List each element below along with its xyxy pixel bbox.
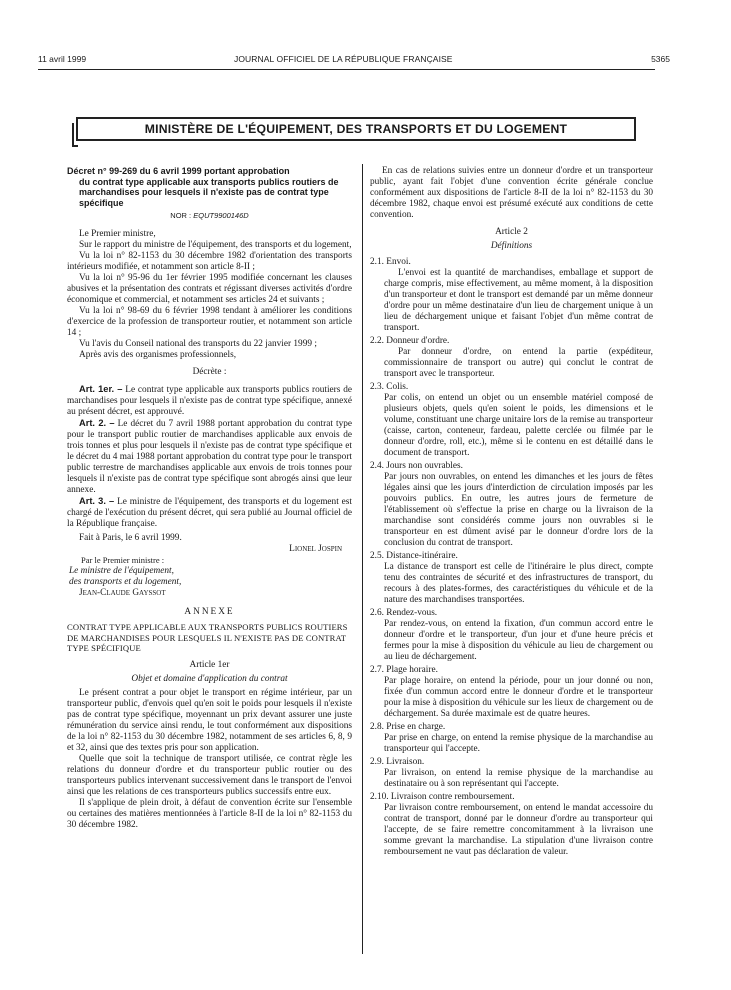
article-label: Art. 1er. – <box>79 384 123 394</box>
definition-section <box>370 665 653 720</box>
decree-title-line1: Décret n° 99-269 du 6 avril 1999 portant approbation <box>67 166 290 176</box>
definition-heading: 2.1. Envoi. <box>370 257 411 267</box>
definition-heading: 2.5. Distance-itinéraire. <box>370 551 458 561</box>
definition-heading: 2.8. Prise en charge. <box>370 722 446 732</box>
definition-heading: 2.4. Jours non ouvrables. <box>370 461 463 471</box>
definition-heading: 2.3. Colis. <box>370 382 409 392</box>
signer-name: Lionel Jospin <box>289 544 342 554</box>
decree-title <box>67 166 352 208</box>
left-column <box>67 166 352 831</box>
signature-date: Fait à Paris, le 6 avril 1999. <box>79 533 182 543</box>
definition-body: Par livraison contre remboursement, on entend le mandat accessoire du contrat de transport, donné par le donneur d'ordre au transporteur qui l'accepte, de se faire remettre concomitamment à la livraison une somme grevant la marchandise. La stipulation d'une livraison contre remboursement ne vaut pas déclaration de valeur. <box>384 803 653 857</box>
column-divider <box>362 164 363 954</box>
article-text: Le ministre de l'équipement, des transports et du logement est chargé de l'exécution du présent décret, qui sera publié au Journal officiel de la République française. <box>67 497 352 529</box>
definition-heading: 2.9. Livraison. <box>370 757 425 767</box>
header-page-number: 5365 <box>651 54 670 64</box>
body-paragraph: Il s'applique de plein droit, à défaut de convention écrite sur l'ensemble ou certaines des matières mentionnées à l'article 8-II de la loi n° 82-1153 du 30 décembre 1982. <box>67 797 352 830</box>
article-2-subtitle: Définitions <box>490 241 533 251</box>
article-1-heading: Article 1er <box>189 659 230 670</box>
definition-section <box>370 461 653 549</box>
definition-section <box>370 257 653 334</box>
definition-section <box>370 608 653 663</box>
definition-section <box>370 722 653 755</box>
intro-paragraph: Le Premier ministre, <box>79 229 156 239</box>
decrete-label: Décrète : <box>192 367 227 377</box>
article-label: Art. 3. – <box>79 496 115 506</box>
nor-reference <box>67 210 352 221</box>
definition-body: Par jours non ouvrables, on entend les dimanches et les jours de fêtes légales ainsi que les jours d'interdiction de circulation imposés par les pouvoirs publics. En outre, les autres jours de fermeture de l'établissement où s'effectue la prise en charge ou la livraison de la marchandise sont considérés comme jours non ouvrables si le transporteur en est dûment avisé par le donneur d'ordre lors de la conclusion du contrat de transport. <box>384 472 653 548</box>
definition-body: Par plage horaire, on entend la période, pour un jour donné ou non, fixée d'un commun accord entre le donneur d'ordre et le transporteur pour la mise à disposition du véhicule sur les lieux de chargement ou de déchargement. Sa durée maximale est de quatre heures. <box>384 676 653 719</box>
article-text: Le décret du 7 avril 1988 portant approbation du contrat type pour le transport public routier de marchandises applicable aux envois de trois tonnes et plus pour lesquels il n'existe pas de contrat type spécifique et le décret du 4 mai 1988 portant approbation du contrat type pour le transport public terrestre de marchandises applicable aux envois de trois tonnes pour lesquels il n'existe pas de contrat type spécifique sont abrogés ainsi que leur annexe. <box>67 419 352 495</box>
intro-paragraph: Vu l'avis du Conseil national des transports du 22 janvier 1999 ; <box>79 339 317 349</box>
article-paragraph <box>67 384 352 418</box>
definition-body: L'envoi est la quantité de marchandises, emballage et support de charge compris, mise effectivement, au même moment, à la disposition d'un transporteur et dont le transport est demandé par un même donneur d'ordre pour un même destinataire d'un lieu de chargement unique à un lieu de déchargement unique et faisant l'objet d'un même contrat de transport. <box>384 268 653 333</box>
nor-code: EQUT9900146D <box>193 211 249 220</box>
right-column <box>370 166 653 858</box>
intro-paragraph: Après avis des organismes professionnels, <box>79 350 237 360</box>
definition-section <box>370 382 653 459</box>
intro-paragraph: Vu la loi n° 82-1153 du 30 décembre 1982 d'orientation des transports intérieurs modifiée, et notamment son article 8-II ; <box>67 251 352 272</box>
minister-title-line2: des transports et du logement, <box>69 577 182 587</box>
definition-section <box>370 336 653 380</box>
article-text: Le contrat type applicable aux transports publics routiers de marchandises pour lesquels il n'existe pas de contrat type spécifique, annexé au présent décret, est approuvé. <box>67 385 352 417</box>
decree-title-rest: du contrat type applicable aux transports publics routiers de marchandises pour lesquels il n'existe pas de contrat type spécifique <box>79 176 339 208</box>
intro-paragraph: Sur le rapport du ministre de l'équipement, des transports et du logement, <box>79 240 352 250</box>
article-paragraph <box>67 496 352 530</box>
article-paragraph <box>67 418 352 496</box>
definition-body: La distance de transport est celle de l'itinéraire le plus direct, compte tenu des contraintes de sécurité et des infrastructures de transport, du recours à des plates-formes, des caractéristiques du véhicule et de la nature des marchandises transportées. <box>384 562 653 605</box>
minister-title-line1: Le ministre de l'équipement, <box>69 566 174 576</box>
definition-heading: 2.7. Plage horaire. <box>370 665 438 675</box>
header-journal-title: JOURNAL OFFICIEL DE LA RÉPUBLIQUE FRANÇAISE <box>234 54 453 64</box>
article-1-subtitle: Objet et domaine d'application du contrat <box>131 673 288 684</box>
intro-paragraph: Vu la loi n° 95-96 du 1er février 1995 modifiée concernant les clauses abusives et la présentation des contrats et régissant diverses activités d'ordre économique et commercial, et notamment ses articles 24 et suivants ; <box>67 273 352 305</box>
definition-section <box>370 757 653 790</box>
definition-heading: 2.2. Donneur d'ordre. <box>370 336 450 346</box>
header-rule <box>38 69 655 70</box>
definition-heading: 2.6. Rendez-vous. <box>370 608 438 618</box>
article-2-heading: Article 2 <box>495 227 528 237</box>
by-prime-minister: Par le Premier ministre : <box>81 555 165 565</box>
body-paragraph: Le présent contrat a pour objet le transport en régime intérieur, par un transporteur public, d'envois quel qu'en soit le poids pour lesquels il n'existe pas de contrat type spécifique, moyennant un prix devant assurer une juste rémunération du service ainsi rendu, le tout conformément aux dispositions de la loi n° 82-1153 du 30 décembre 1982, notamment de ses articles 6, 8, 9 et 32, ainsi que des textes pris pour son application. <box>67 687 352 753</box>
contract-type-title: CONTRAT TYPE APPLICABLE AUX TRANSPORTS PUBLICS ROUTIERS DE MARCHANDISES POUR LESQUELS IL N'EXISTE PAS DE CONTRAT TYPE SPÉCIFIQUE <box>67 622 348 653</box>
nor-label: NOR : <box>170 211 192 220</box>
definition-body: Par donneur d'ordre, on entend la partie (expéditeur, commissionnaire de transport ou autre) qui conclut le contrat de transport avec le transporteur. <box>384 347 653 379</box>
definition-body: Par colis, on entend un objet ou un ensemble matériel composé de plusieurs objets, quels qu'en soient le poids, les dimensions et le volume, constituant une charge unitaire lors de la remise au transporteur (caisse, carton, conteneur, fardeau, palette cerclée ou filmée par le donneur d'ordre, roll, etc.), même si le contenu en est détaillé dans le document de transport. <box>384 393 653 458</box>
ministry-banner <box>76 117 636 141</box>
ministry-title: MINISTÈRE DE L'ÉQUIPEMENT, DES TRANSPORTS ET DU LOGEMENT <box>144 122 568 136</box>
minister-name: Jean-Claude Gayssot <box>79 588 166 598</box>
annexe-heading: ANNEXE <box>184 607 235 617</box>
definition-body: Par livraison, on entend la remise physique de la marchandise au destinataire ou à son représentant qui l'accepte. <box>384 768 653 789</box>
right-intro-paragraph: En cas de relations suivies entre un donneur d'ordre et un transporteur public, ayant fait l'objet d'une convention écrite générale conclue conformément aux dispositions de l'article 8-II de la loi n° 82-1153 du 30 décembre 1982, chaque envoi est présumé exécuté aux conditions de cette convention. <box>370 166 653 220</box>
intro-paragraph: Vu la loi n° 98-69 du 6 février 1998 tendant à améliorer les conditions d'exercice de la profession de transporteur routier, et notamment son article 14 ; <box>67 306 352 338</box>
article-label: Art. 2. – <box>79 418 115 428</box>
body-paragraph: Quelle que soit la technique de transport utilisée, ce contrat règle les relations du donneur d'ordre et du transporteur public routier ou des transporteurs publics intervenant successivement dans le transport de l'envoi ainsi que les relations de ces transporteurs publics successifs entre eux. <box>67 753 352 797</box>
definition-section <box>370 551 653 606</box>
header-date: 11 avril 1999 <box>38 54 87 64</box>
definition-section <box>370 792 653 858</box>
definition-body: Par rendez-vous, on entend la fixation, d'un commun accord entre le donneur d'ordre et le transporteur, d'un jour et d'une heure précis et fermes pour la mise à disposition du véhicule au lieu de chargement ou au lieu de déchargement. <box>384 619 653 662</box>
definition-body: Par prise en charge, on entend la remise physique de la marchandise au transporteur qui l'accepte. <box>384 733 653 754</box>
definition-heading: 2.10. Livraison contre remboursement. <box>370 792 515 802</box>
page-header <box>38 54 670 66</box>
